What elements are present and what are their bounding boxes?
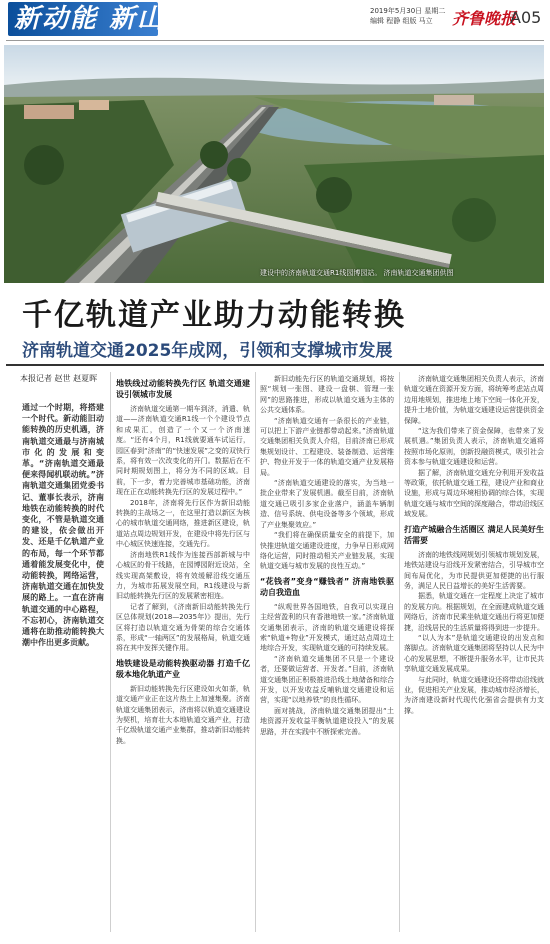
section-heading: 地铁建设是动能转换驱动器 打造千亿级本地化轨道产业 (116, 658, 250, 679)
article-column-2 (260, 374, 394, 934)
body-paragraph: 记者了解到，《济南新旧动能转换先行区总体规划(2018—2035年)》提出，先行区将打造以轨道交通为骨架的综合交通体系，形成“一轴两区”的发展格局，轨道交通将在其中发挥关键作用。 (116, 602, 250, 653)
body-paragraph: 济南的地铁线网规划引领城市规划发展，地铁站建设与沿线开发紧密结合，引导城市空间布局优化，为市民提供更加便捷的出行服务，满足人民日益增长的美好生活需要。 (404, 550, 544, 590)
issue-meta (370, 6, 450, 26)
body-paragraph: “济南轨道交通有一条很长的产业链，可以把上下游产业链都带动起来。”济南轨道交通集团相关负责人介绍，目前济南已形成集规划设计、工程建设、装备制造、运营维护、物业开发于一体的轨道交通产业发展格局。 (260, 416, 394, 477)
issue-date: 2019年5月30日 星期二 (370, 7, 446, 15)
body-paragraph: 济南地铁R1线作为连接西部新城与中心城区的骨干线路，在园博园附近设站，全线实现高架敷设，将有效缓解沿线交通压力，为城市拓展发展空间，R1线建设与新旧动能转换先行区的发展紧密相连。 (116, 550, 250, 601)
body-paragraph: “我们将在确保质量安全的前提下，加快推进轨道交通建设进度，力争早日形成网络化运营，同时推动相关产业链发展，实现轨道交通与城市发展的良性互动。” (260, 531, 394, 571)
column-rule (255, 372, 256, 932)
section-heading: 打造产城融合生活圈区 满足人民美好生活需要 (404, 524, 544, 545)
newspaper-logo: 齐鲁晚报 (452, 9, 517, 28)
body-paragraph: 据悉，轨道交通在一定程度上决定了城市的发展方向。根据规划，在全面建成轨道交通网络后，济南市民乘坐轨道交通出行将更加便捷，沿线居民的生活质量将得到进一步提升。 (404, 592, 544, 632)
column-rule (110, 372, 111, 932)
article-headline: 千亿轨道产业助力动能转换 (22, 298, 406, 333)
headline-divider (6, 364, 544, 366)
body-paragraph: 与此同时，轨道交通建设还将带动沿线就业，促进相关产业发展，推动城市经济增长，为济南建设新时代现代化强省会提供有力支撑。 (404, 675, 544, 715)
body-paragraph: 面对挑战，济南轨道交通集团提出“土地资源开发收益平衡轨道建设投入”的发展思路，并在实践中不断探索完善。 (260, 706, 394, 736)
body-paragraph: “以人为本”是轨道交通建设的出发点和落脚点。济南轨道交通集团将坚持以人民为中心的发展思想，不断提升服务水平，让市民共享轨道交通发展成果。 (404, 633, 544, 674)
body-paragraph: 济南轨道交通第一期车到济，消遣、轨道——济南轨道交通R1线一个个建设节点和成果汇，创造了一个又一个济南速度。“还有4个月，R1线就要通车试运行，园区春到“济南”的“快速发展”之变的双快行系，将有效一次改变化的开门。数据后在不同时期规划图上，将分为不同的区域。目前，下一步，着力完善城市基础功能，济南现在正在动能转换先行区的发展过程中。” (116, 405, 250, 497)
issue-editors: 编辑 程静 组版 马立 (370, 17, 433, 25)
body-paragraph: 济南轨道交通集团相关负责人表示，济南轨道交通在资源开发方面，将统筹考虑站点周边用地规划，推进地上地下空间一体化开发，提升土地价值，为轨道交通建设运营提供资金保障。 (404, 375, 544, 425)
byline: 本报记者 赵世 赵夏晖 (20, 374, 98, 383)
lead-photo (4, 45, 544, 283)
body-paragraph: 新旧动能转换先行区建设如火如荼，轨道交通产业正在这片热土上加速集聚。济南轨道交通集团表示，济南将以轨道交通建设为契机，培育壮大本地轨道交通产业，打造千亿级轨道交通产业集群，推动新旧动能转换。 (116, 684, 250, 745)
article-column-1 (116, 374, 250, 934)
section-heading: “花钱者”变身“赚钱者” 济南地铁驱动自我造血 (260, 576, 394, 597)
photo-caption: 建设中的济南轨道交通R1线园博园站。 济南轨道交通集团供图 (260, 269, 454, 277)
page-header (0, 0, 550, 40)
header-divider (6, 40, 544, 41)
body-paragraph: 据了解，济南轨道交通充分利用开发收益等政策，依托轨道交通工程，建设产业和商业设施，形成与周边环境相协调的综合体，实现轨道交通与城市空间的深度融合，带动沿线区域发展。 (404, 468, 544, 519)
body-paragraph: “济南轨道交通建设的落实，为当地一批企业带来了发展机遇。截至目前，济南轨道交通已吸引多家企业落户，涵盖车辆制造、信号系统、供电设备等多个领域，形成了产业集聚效应。” (260, 479, 394, 529)
section-brand: 新动能 新山东 (8, 2, 158, 36)
body-paragraph: “这为我们带来了资金保障，也带来了发展机遇。”集团负责人表示，济南轨道交通将按照市场化原则，创新投融资模式，吸引社会资本参与轨道交通建设和运营。 (404, 427, 544, 467)
article-column-3 (404, 374, 544, 934)
body-paragraph: “济南轨道交通集团不只是一个建设者，还要做运营者、开发者。”目前，济南轨道交通集团正积极推进沿线土地储备和综合开发，以开发收益反哺轨道交通建设和运营，实现“以地养铁”的良性循环。 (260, 654, 394, 705)
column-rule (399, 372, 400, 932)
aerial-photo-illustration (4, 45, 544, 283)
article-subhead: 济南轨道交通2025年成网，引领和支撑城市发展 (22, 341, 393, 361)
body-paragraph: “纵观世界各国地铁，自我可以实现自主经营盈利的只有香港地铁一家。”济南轨道交通集团表示，济南的轨道交通建设将探索“轨道+物业”开发模式，通过站点周边土地综合开发，实现轨道交通的可持续发展。 (260, 602, 394, 653)
section-heading: 地铁线过动能转换先行区 轨道交通建设引领城市发展 (116, 379, 250, 399)
body-paragraph: 新旧动能先行区的轨道交通规划，将按照“规划一张图、建设一盘棋、管理一张网”的思路推进，形成以轨道交通为主体的公共交通体系。 (260, 375, 394, 415)
lead-paragraph: 通过一个时期，将搭建一个时代。新动能旧动能转换的历史机遇，济南轨道交通最与济南城市化的发展和变革。“济南轨道交通最便来得闻机联动统。”济南轨道交通集团党委书记、董事长表示，济南地铁在动能转换的时代变化，不管是轨道交通的建设，依会做出开发、还是千亿轨道产业的布局，每一个环节都通着能发展变化中，使动能转换，网络运营，济南轨道交通在加快发展的路上。一直在济南轨道交通的中心路程，不忘初心，济南轨道交通将在助推动能转换大潮中作出更多贡献。 (22, 403, 104, 648)
body-paragraph: 2018年，济南将先行区作为新旧动能转换的主战场之一，在这里打造以新区为核心的城市轨道交通网络，推进新区建设，轨道站点周边规划开发，在建设中将先行区与中心城区快速连接，交通先行。 (116, 498, 250, 549)
page-number: A05 (510, 8, 542, 27)
